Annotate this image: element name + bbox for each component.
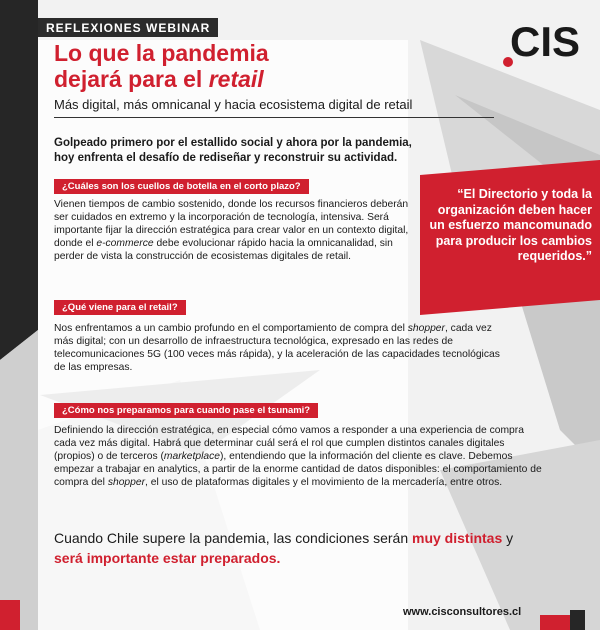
section-2-heading: ¿Qué viene para el retail?: [54, 300, 186, 315]
title-line-2-em: retail: [208, 66, 264, 92]
subtitle: Más digital, más omnicanal y hacia ecosistema digital de retail: [54, 97, 413, 112]
closing-highlight-2: será importante estar preparados.: [54, 550, 281, 566]
section-3-heading: ¿Cómo nos preparamos para cuando pase el tsunami?: [54, 403, 318, 418]
section-1-heading: ¿Cuáles son los cuellos de botella en el corto plazo?: [54, 179, 309, 194]
page-title: [54, 40, 374, 92]
subtitle-divider: [54, 117, 494, 118]
pull-quote: “El Directorio y toda la organización deben hacer un esfuerzo mancomunado para producir los cambios requeridos.”: [429, 187, 592, 263]
lead-paragraph: Golpeado primero por el estallido social y ahora por la pandemia, hoy enfrenta el desafío de rediseñar y reconstruir su actividad.: [54, 137, 412, 164]
closing-highlight-1: muy distintas: [412, 530, 503, 546]
title-line-2: [54, 66, 374, 92]
title-line-1: Lo que la pandemia: [54, 40, 269, 66]
title-line-2-prefix: dejará para el: [54, 66, 209, 92]
closing-statement: Cuando Chile supere la pandemia, las condiciones serán muy distintas y será importante estar preparados.: [54, 530, 514, 566]
section-1-body: Vienen tiempos de cambio sostenido, donde los recursos financieros deberán ser cuidados en extremo y la incorporación de tecnología, intensiva. Será importante fijar la dirección estratégica para crear valor en un contexto digital, donde el e-commerce debe evolucionar rápido hacia la omnicanalidad, sin perder de vista la construcción de ecosistemas digitales de retail.: [54, 199, 409, 262]
section-3-body: Definiendo la dirección estratégica, en especial cómo vamos a responder a una experiencia de compra cada vez más digital. Habrá que determinar cuál será el rol que cumplen distintos canales digitales (propios) o de terceros (marketplace), entendiendo que la información del cliente es clave. Debemos empezar a trabajar en analytics, a partir de la enorme cantidad de datos disponibles: el comportamiento de compra del shopper, el uso de plataformas digitales y el movimiento de la mercadería, entre otros.: [54, 425, 542, 488]
webinar-tag: REFLEXIONES WEBINAR: [38, 18, 218, 37]
section-2-body: Nos enfrentamos a un cambio profundo en el comportamiento de compra del shopper, cada vez más digital; con un desarrollo de infraestructura tecnológica, expresado en las redes de telecomunicaciones 5G (100 veces más rápida), y la aceleración de las capacidades tecnológicas de las empresas.: [54, 323, 500, 373]
website-link[interactable]: www.cisconsultores.cl: [403, 606, 522, 618]
cis-logo: [498, 12, 592, 70]
logo-text: CIS: [510, 18, 581, 65]
